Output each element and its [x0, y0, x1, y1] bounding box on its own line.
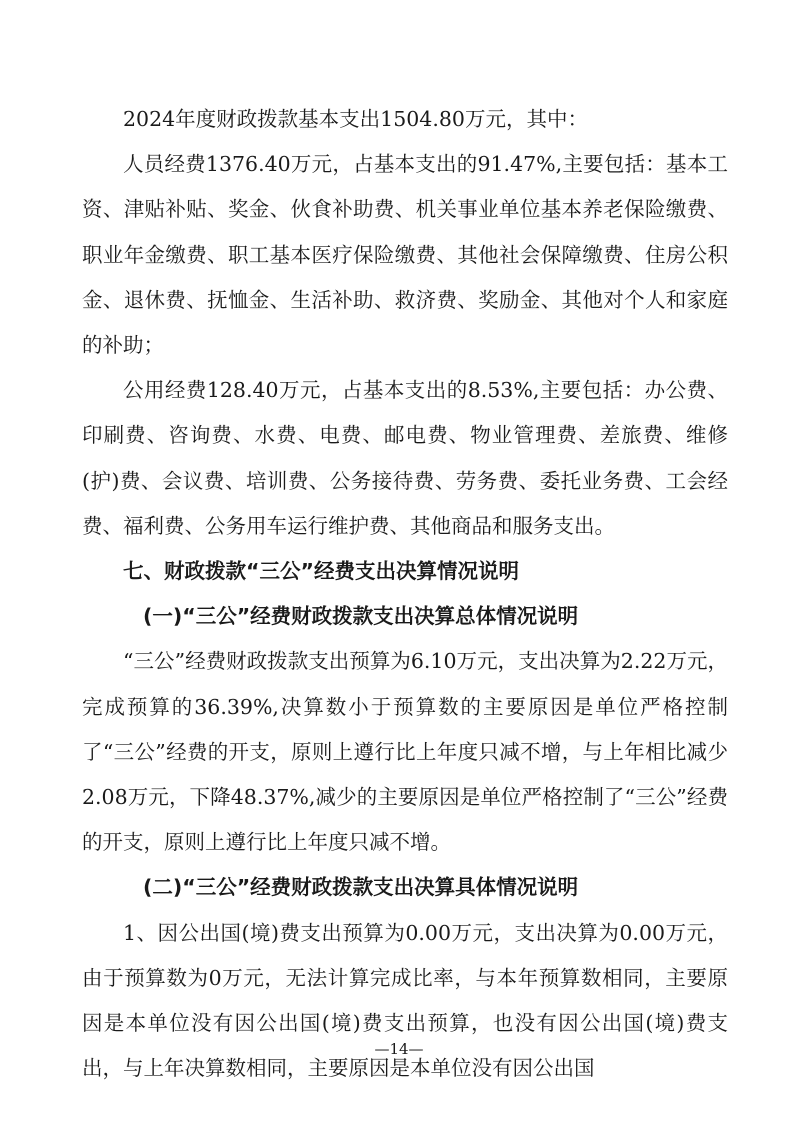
page-number: —14— [374, 1040, 424, 1058]
document-body [82, 97, 728, 1091]
subheading-specific: (二)“三公”经费财政拨款支出决算具体情况说明 [143, 875, 579, 900]
paragraph-personnel-expenses: 人员经费1376.40万元，占基本支出的91.47%,主要包括：基本工资、津贴补贴、奖金、伙食补助费、机关事业单位基本养老保险缴费、职业年金缴费、职工基本医疗保险缴费、其他社会保障缴费、住房公积金、退休费、抚恤金、生活补助、救济费、奖励金、其他对个人和家庭的补助； [82, 152, 728, 358]
paragraph-overall-description: “三公”经费财政拨款支出预算为6.10万元，支出决算为2.22万元，完成预算的36.39%,决算数小于预算数的主要原因是单位严格控制了“三公”经费的开支，原则上遵行比上年度只减不增，与上年相比减少2.08万元，下降48.37%,减少的主要原因是单位严格控制了“三公”经费的开支，原则上遵行比上年度只减不增。 [82, 649, 728, 855]
section-heading-three-public: 七、财政拨款“三公”经费支出决算情况说明 [123, 559, 519, 584]
paragraph-basic-expenditure: 2024年度财政拨款基本支出1504.80万元，其中： [123, 107, 588, 131]
subheading-overall: (一)“三公”经费财政拨款支出决算总体情况说明 [143, 604, 579, 629]
paragraph-public-expenses: 公用经费128.40万元，占基本支出的8.53%,主要包括：办公费、印刷费、咨询费、水费、电费、邮电费、物业管理费、差旅费、维修(护)费、会议费、培训费、公务接待费、劳务费、委托业务费、工会经费、福利费、公务用车运行维护费、其他商品和服务支出。 [82, 378, 728, 538]
paragraph-overseas-travel: 1、因公出国(境)费支出预算为0.00万元，支出决算为0.00万元，由于预算数为0万元，无法计算完成比率，与本年预算数相同，主要原因是本单位没有因公出国(境)费支出预算，也没有因公出国(境)费支出，与上年决算数相同，主要原因是本单位没有因公出国 [82, 920, 728, 1081]
